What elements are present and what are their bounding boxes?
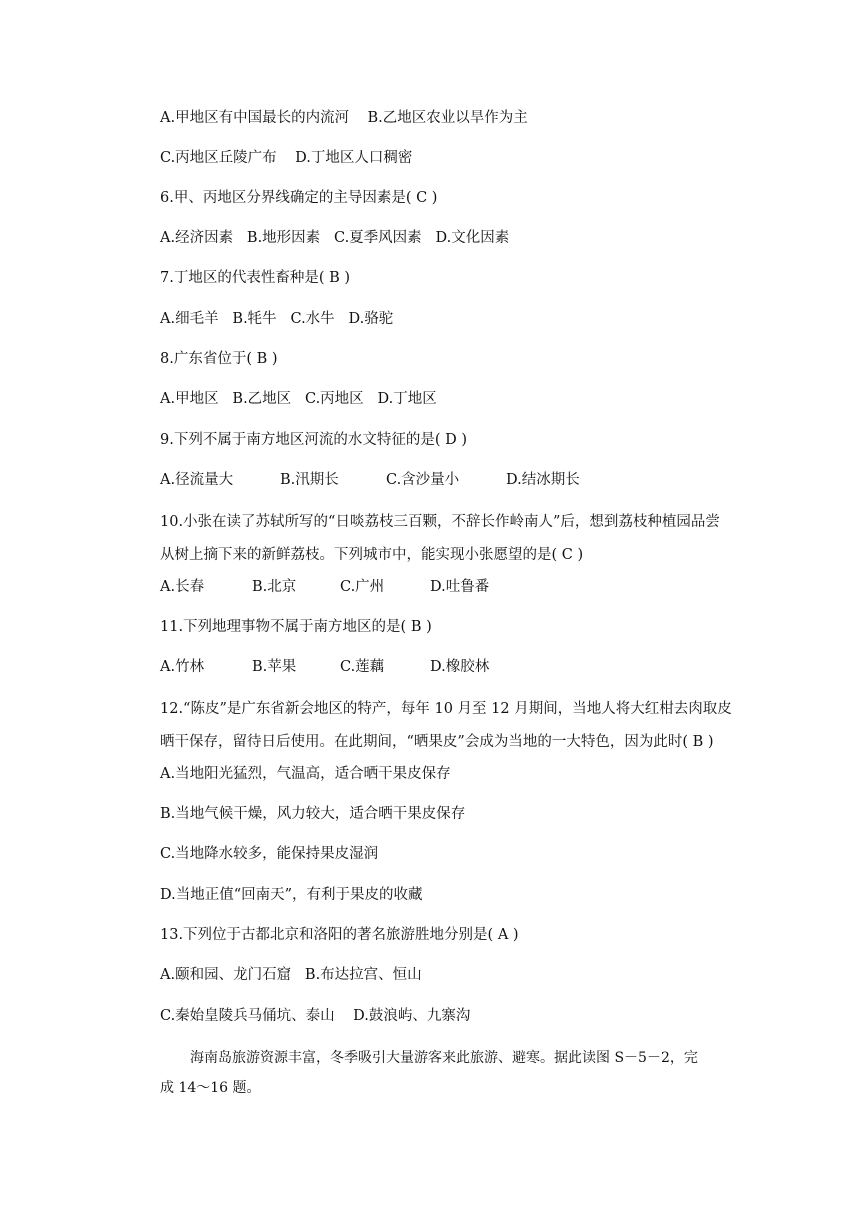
- question-12-option-c: C.当地降水较多，能保持果皮湿润: [160, 846, 379, 862]
- question-13-options-ab: A.颐和园、龙门石窟 B.布达拉宫、恒山: [160, 967, 422, 983]
- question-12: 12.“陈皮”是广东省新会地区的特产，每年 10 月至 12 月期间，当地人将大红柑去肉取皮晒干保存，留待日后使用。在此期间，“晒果皮”会成为当地的一大特色，因为此时( B ): [160, 701, 732, 750]
- q5-options-cd: C.丙地区丘陵广布 D.丁地区人口稠密: [160, 150, 413, 166]
- option: D.橡胶林: [430, 659, 490, 675]
- option: B.北京: [252, 579, 297, 595]
- option: B.汛期长: [280, 472, 339, 488]
- question-12-option-b: B.当地气候干燥，风力较大，适合晒干果皮保存: [160, 806, 466, 822]
- option: C.莲藕: [340, 659, 385, 675]
- reading-intro: [160, 1043, 732, 1103]
- question-13: 13.下列位于古都北京和洛阳的著名旅游胜地分别是( A ): [160, 927, 519, 943]
- option: A.竹林: [160, 659, 205, 675]
- question-12-option-d: D.当地正值“回南天”，有利于果皮的收藏: [160, 887, 423, 903]
- question-8-options: A.甲地区 B.乙地区 C.丙地区 D.丁地区: [160, 391, 437, 407]
- q5-options-ab: A.甲地区有中国最长的内流河 B.乙地区农业以旱作为主: [160, 110, 528, 126]
- question-12-option-a: A.当地阳光猛烈，气温高，适合晒干果皮保存: [160, 766, 451, 782]
- question-6-options: A.经济因素 B.地形因素 C.夏季风因素 D.文化因素: [160, 230, 510, 246]
- reading-intro-line-1: 海南岛旅游资源丰富，冬季吸引大量游客来此旅游、避寒。据此读图 S－5－2，完: [190, 1050, 698, 1066]
- question-11: 11.下列地理事物不属于南方地区的是( B ): [160, 619, 432, 635]
- question-7: 7.丁地区的代表性畜种是( B ): [160, 270, 351, 286]
- question-13-options-cd: C.秦始皇陵兵马俑坑、泰山 D.鼓浪屿、九寨沟: [160, 1008, 471, 1024]
- question-7-options: A.细毛羊 B.牦牛 C.水牛 D.骆驼: [160, 311, 394, 327]
- question-6: 6.甲、丙地区分界线确定的主导因素是( C ): [160, 190, 438, 206]
- option: A.长春: [160, 579, 205, 595]
- option: D.结冰期长: [506, 472, 580, 488]
- option: B.苹果: [252, 659, 297, 675]
- question-9: 9.下列不属于南方地区河流的水文特征的是( D ): [160, 432, 467, 448]
- option: C.含沙量小: [386, 472, 460, 488]
- option: C.广州: [340, 579, 385, 595]
- option: D.吐鲁番: [430, 579, 490, 595]
- reading-intro-line-2: 成 14～16 题。: [160, 1080, 261, 1096]
- question-8: 8.广东省位于( B ): [160, 351, 278, 367]
- question-10: 10.小张在读了苏轼所写的“日啖荔枝三百颗，不辞长作岭南人”后，想到荔枝种植园品尝从树上摘下来的新鲜荔枝。下列城市中，能实现小张愿望的是( C ): [160, 514, 720, 563]
- option: A.径流量大: [160, 472, 234, 488]
